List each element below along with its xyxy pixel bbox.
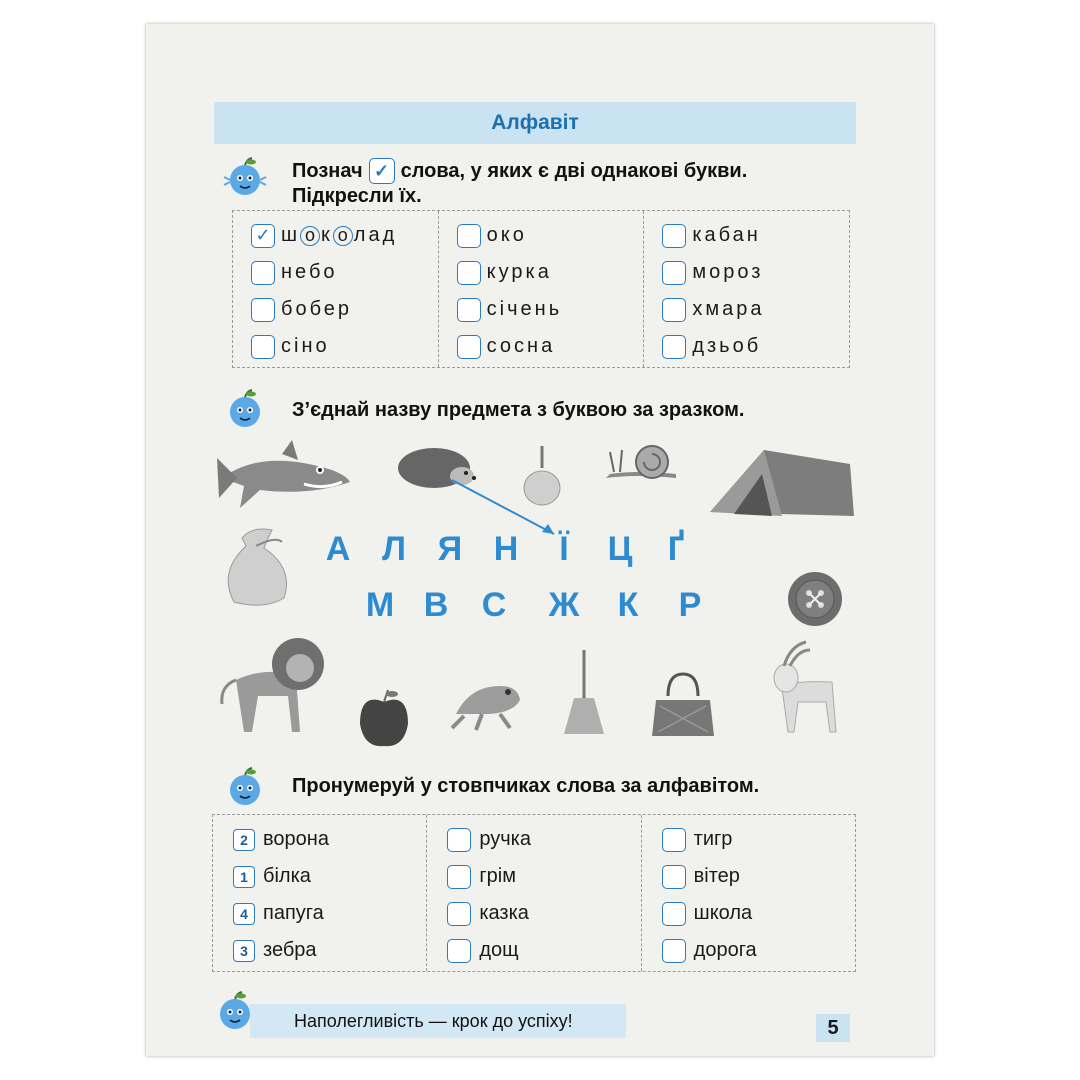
- order-number-box[interactable]: [447, 865, 471, 889]
- apple-mascot-icon: [222, 156, 268, 200]
- word-checkbox[interactable]: [251, 335, 275, 359]
- letter-v[interactable]: В: [423, 586, 449, 624]
- word-checkbox[interactable]: [457, 335, 481, 359]
- word-chocolate: ш о к о лад: [281, 224, 398, 246]
- order-number-box[interactable]: [447, 939, 471, 963]
- order-number-box[interactable]: [662, 902, 686, 926]
- list-item: дзьоб: [662, 328, 849, 365]
- task1-column-1: [233, 211, 439, 367]
- list-item: 2 ворона: [233, 821, 426, 858]
- letter-g[interactable]: Ґ: [667, 530, 685, 568]
- tent-icon: [706, 438, 856, 520]
- word-checkbox[interactable]: [457, 224, 481, 248]
- workbook-page: [146, 24, 934, 1056]
- goat-icon: [762, 638, 852, 742]
- list-item: 3 зебра: [233, 932, 426, 969]
- word-checkbox[interactable]: [662, 261, 686, 285]
- list-item: кабан: [662, 217, 849, 254]
- task3-column-3: [642, 815, 855, 971]
- list-item: січень: [457, 291, 644, 328]
- list-item: [251, 217, 438, 254]
- task1-column-3: [644, 211, 849, 367]
- order-number-box[interactable]: [662, 828, 686, 852]
- order-number-box[interactable]: 2: [233, 829, 255, 851]
- letter-s[interactable]: С: [481, 586, 507, 624]
- motto-text: Наполегливість — крок до успіху!: [294, 1011, 573, 1031]
- list-item: 1 білка: [233, 858, 426, 895]
- word-checkbox[interactable]: [457, 298, 481, 322]
- word-checkbox[interactable]: [662, 224, 686, 248]
- lion-icon: [216, 630, 328, 740]
- word-checkbox[interactable]: [662, 335, 686, 359]
- task1-column-2: [439, 211, 645, 367]
- letter-m[interactable]: М: [365, 586, 395, 624]
- list-item: ручка: [447, 821, 640, 858]
- letter-n[interactable]: Н: [493, 530, 519, 568]
- task1-word-grid: [232, 210, 850, 368]
- list-item: вітер: [662, 858, 855, 895]
- broom-icon: [560, 648, 608, 738]
- list-item: мороз: [662, 254, 849, 291]
- list-item: небо: [251, 254, 438, 291]
- order-number-box[interactable]: [662, 939, 686, 963]
- apple-mascot-icon: [212, 990, 258, 1034]
- list-item: курка: [457, 254, 644, 291]
- letter-ts[interactable]: Ц: [607, 530, 633, 568]
- letter-r[interactable]: Р: [678, 586, 702, 624]
- list-item: дорога: [662, 932, 855, 969]
- sack-icon: [212, 524, 298, 608]
- order-number-box[interactable]: 3: [233, 940, 255, 962]
- list-item: дощ: [447, 932, 640, 969]
- snail-icon: [602, 438, 678, 482]
- list-item: бобер: [251, 291, 438, 328]
- task3-column-1: [213, 815, 427, 971]
- list-item: тигр: [662, 821, 855, 858]
- order-number-box[interactable]: [447, 902, 471, 926]
- page-title: Алфавіт: [491, 111, 579, 134]
- button-icon: [786, 570, 844, 628]
- list-item: казка: [447, 895, 640, 932]
- task2-instruction: З’єднай назву предмета з буквою за зразком.: [292, 399, 745, 421]
- sample-checkbox: ✓: [369, 158, 395, 184]
- apple-mascot-icon: [222, 388, 268, 432]
- page-number: 5: [816, 1014, 850, 1042]
- handbag-icon: [650, 670, 716, 740]
- list-item: хмара: [662, 291, 849, 328]
- apple-mascot-icon: [222, 766, 268, 810]
- list-item: сосна: [457, 328, 644, 365]
- list-item: школа: [662, 895, 855, 932]
- list-item: 4 папуга: [233, 895, 426, 932]
- word-checkbox[interactable]: ✓: [251, 224, 275, 248]
- letter-zh[interactable]: Ж: [548, 586, 580, 624]
- order-number-box[interactable]: [662, 865, 686, 889]
- word-checkbox[interactable]: [251, 298, 275, 322]
- list-item: сіно: [251, 328, 438, 365]
- task3-column-2: [427, 815, 641, 971]
- word-checkbox[interactable]: [457, 261, 481, 285]
- letter-a[interactable]: А: [325, 530, 351, 568]
- shark-icon: [212, 438, 362, 510]
- word-checkbox[interactable]: [251, 261, 275, 285]
- task3-instruction: Пронумеруй у стовпчиках слова за алфавітом.: [292, 775, 760, 797]
- apple-icon: [356, 688, 412, 748]
- word-checkbox[interactable]: [662, 298, 686, 322]
- letter-k[interactable]: К: [617, 586, 639, 624]
- letter-yi[interactable]: Ї: [559, 530, 569, 568]
- task1-instruction: Познач ✓ слова, у яких є дві однакові букви. Підкресли їх.: [292, 160, 748, 207]
- task3-word-grid: [212, 814, 856, 972]
- frog-icon: [446, 674, 524, 732]
- order-number-box[interactable]: 4: [233, 903, 255, 925]
- order-number-box[interactable]: [447, 828, 471, 852]
- letter-l[interactable]: Л: [382, 530, 406, 568]
- list-item: око: [457, 217, 644, 254]
- order-number-box[interactable]: 1: [233, 866, 255, 888]
- letter-ya[interactable]: Я: [437, 530, 463, 568]
- list-item: грім: [447, 858, 640, 895]
- section-title-bar: [214, 102, 856, 144]
